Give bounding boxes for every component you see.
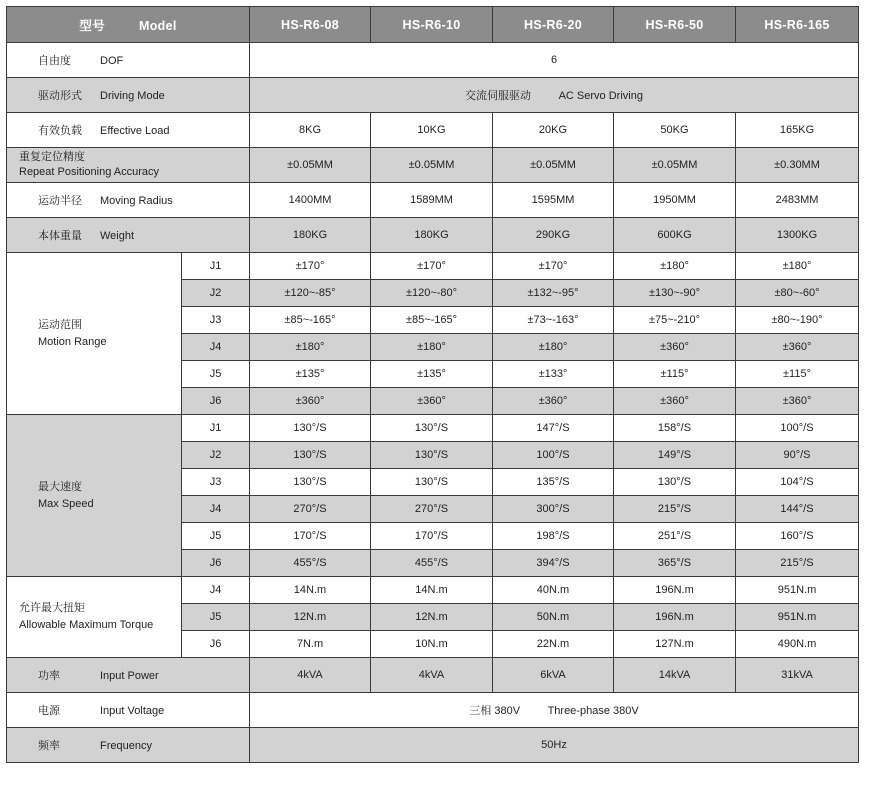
value-cell: 1950MM	[614, 183, 736, 218]
joint-label: J5	[182, 523, 250, 550]
value-cell: 160°/S	[736, 523, 859, 550]
value-cell: ±180°	[493, 334, 614, 361]
group-label	[7, 577, 182, 658]
value-cell: ±75~-210°	[614, 307, 736, 334]
value-cell: ±0.05MM	[371, 148, 493, 183]
joint-row	[7, 577, 859, 604]
value-cell: ±360°	[250, 388, 371, 415]
value-cell: ±180°	[250, 334, 371, 361]
spec-table	[6, 6, 859, 763]
value-cell: ±120~-80°	[371, 280, 493, 307]
value-cell: 10N.m	[371, 631, 493, 658]
value-cell: 22N.m	[493, 631, 614, 658]
row-label-en: Weight	[100, 230, 135, 242]
value-cell: 170°/S	[250, 523, 371, 550]
row-label-cn: 本体重量	[38, 230, 82, 242]
value-cell: 50N.m	[493, 604, 614, 631]
value-cell: ±360°	[493, 388, 614, 415]
model-column-header: HS-R6-08	[250, 7, 371, 43]
value-cell: 290KG	[493, 218, 614, 253]
joint-label: J2	[182, 280, 250, 307]
value-cell: 1400MM	[250, 183, 371, 218]
value-cell: ±85~-165°	[250, 307, 371, 334]
value-cell: 50KG	[614, 113, 736, 148]
row-label-en: Frequency	[100, 740, 152, 752]
row-label-cn: 重复定位精度	[19, 151, 85, 163]
row-label	[7, 113, 250, 148]
value-cell: 40N.m	[493, 577, 614, 604]
value-cell: 180KG	[250, 218, 371, 253]
value-cell: 127N.m	[614, 631, 736, 658]
header-row	[7, 7, 859, 43]
joint-label: J2	[182, 442, 250, 469]
row-label-cn: 自由度	[38, 55, 71, 67]
value-cell: ±170°	[493, 253, 614, 280]
value-cell: 2483MM	[736, 183, 859, 218]
joint-row	[7, 253, 859, 280]
value-cell: 130°/S	[250, 469, 371, 496]
value-cell: ±135°	[371, 361, 493, 388]
row-label	[7, 183, 250, 218]
row-label	[7, 218, 250, 253]
value-cell: ±360°	[736, 388, 859, 415]
value-cell: ±132~-95°	[493, 280, 614, 307]
value-cell: 149°/S	[614, 442, 736, 469]
value-cell: 12N.m	[371, 604, 493, 631]
row-label-en: Input Voltage	[100, 705, 165, 717]
value-cell: 251°/S	[614, 523, 736, 550]
value-cell: ±180°	[736, 253, 859, 280]
motion-range-group	[7, 253, 859, 415]
value-cell: 14kVA	[614, 658, 736, 693]
joint-label: J4	[182, 577, 250, 604]
value-cell: 12N.m	[250, 604, 371, 631]
frequency-row	[7, 728, 859, 763]
value-cell: 4kVA	[371, 658, 493, 693]
value-cell: 1595MM	[493, 183, 614, 218]
value-cell: 4kVA	[250, 658, 371, 693]
value-cell: 130°/S	[371, 415, 493, 442]
value-cell: 7N.m	[250, 631, 371, 658]
group-label-en: Max Speed	[38, 497, 94, 510]
value-cell: ±360°	[371, 388, 493, 415]
value-cell: 10KG	[371, 113, 493, 148]
value-cell: ±80~-60°	[736, 280, 859, 307]
joint-label: J5	[182, 604, 250, 631]
row-label-en: Driving Mode	[100, 90, 165, 102]
repeat-accuracy-row	[7, 148, 859, 183]
model-column-header: HS-R6-20	[493, 7, 614, 43]
value-cell: 270°/S	[250, 496, 371, 523]
joint-label: J5	[182, 361, 250, 388]
model-column-header: HS-R6-165	[736, 7, 859, 43]
value-cell: 144°/S	[736, 496, 859, 523]
value-cell: 8KG	[250, 113, 371, 148]
value-cell: 100°/S	[736, 415, 859, 442]
group-label	[7, 253, 182, 415]
value-cell: 455°/S	[371, 550, 493, 577]
value-cell: 31kVA	[736, 658, 859, 693]
value-cell: 270°/S	[371, 496, 493, 523]
model-header-en: Model	[138, 18, 177, 33]
value-cell: 147°/S	[493, 415, 614, 442]
value-cell: ±120~-85°	[250, 280, 371, 307]
torque-group	[7, 577, 859, 658]
joint-row	[7, 415, 859, 442]
value-cell: 170°/S	[371, 523, 493, 550]
value-cell: 130°/S	[371, 469, 493, 496]
dof-row	[7, 43, 859, 78]
value-cell: ±85~-165°	[371, 307, 493, 334]
value-cell: 130°/S	[250, 442, 371, 469]
joint-label: J1	[182, 253, 250, 280]
joint-label: J3	[182, 469, 250, 496]
value-cell: 951N.m	[736, 604, 859, 631]
value-cell: 14N.m	[371, 577, 493, 604]
row-label-en: Effective Load	[100, 125, 170, 137]
value-cell: ±360°	[736, 334, 859, 361]
value-cell: 158°/S	[614, 415, 736, 442]
value-cell: 130°/S	[371, 442, 493, 469]
value-cell: 215°/S	[614, 496, 736, 523]
value-cell: ±170°	[371, 253, 493, 280]
driving-mode-value	[250, 78, 859, 113]
model-column-header: HS-R6-50	[614, 7, 736, 43]
input-voltage-row	[7, 693, 859, 728]
value-cell: 1300KG	[736, 218, 859, 253]
value-cell: 196N.m	[614, 604, 736, 631]
weight-row	[7, 218, 859, 253]
value-cell: 104°/S	[736, 469, 859, 496]
joint-label: J6	[182, 550, 250, 577]
moving-radius-row	[7, 183, 859, 218]
input-power-row	[7, 658, 859, 693]
value-cell: ±0.05MM	[250, 148, 371, 183]
value-cell: ±360°	[614, 334, 736, 361]
driving-mode-value-en: AC Servo Driving	[558, 90, 643, 102]
row-label-cn: 有效负载	[38, 125, 82, 137]
value-cell: 365°/S	[614, 550, 736, 577]
model-column-header: HS-R6-10	[371, 7, 493, 43]
driving-mode-row	[7, 78, 859, 113]
group-label-cn: 运动范围	[38, 318, 82, 331]
max-speed-group	[7, 415, 859, 577]
dof-value: 6	[250, 43, 859, 78]
input-voltage-value	[250, 693, 859, 728]
value-cell: 300°/S	[493, 496, 614, 523]
joint-label: J4	[182, 334, 250, 361]
joint-label: J6	[182, 631, 250, 658]
value-cell: 180KG	[371, 218, 493, 253]
value-cell: ±360°	[614, 388, 736, 415]
value-cell: 130°/S	[250, 415, 371, 442]
group-label-cn: 允许最大扭矩	[19, 602, 85, 614]
input-voltage-value-en: Three-phase 380V	[547, 705, 639, 717]
effective-load-row	[7, 113, 859, 148]
joint-label: J3	[182, 307, 250, 334]
value-cell: ±0.30MM	[736, 148, 859, 183]
value-cell: 196N.m	[614, 577, 736, 604]
row-label	[7, 78, 250, 113]
value-cell: 455°/S	[250, 550, 371, 577]
group-label	[7, 415, 182, 577]
row-label-en: Repeat Positioning Accuracy	[19, 166, 160, 178]
row-label	[7, 658, 250, 693]
value-cell: 14N.m	[250, 577, 371, 604]
value-cell: ±180°	[371, 334, 493, 361]
value-cell: 135°/S	[493, 469, 614, 496]
group-label-en: Motion Range	[38, 335, 107, 348]
row-label-en: DOF	[100, 55, 124, 67]
value-cell: 951N.m	[736, 577, 859, 604]
value-cell: ±0.05MM	[493, 148, 614, 183]
row-label-en: Input Power	[100, 670, 159, 682]
value-cell: 20KG	[493, 113, 614, 148]
frequency-value: 50Hz	[250, 728, 859, 763]
group-label-cn: 最大速度	[38, 480, 82, 493]
value-cell: 90°/S	[736, 442, 859, 469]
value-cell: 6kVA	[493, 658, 614, 693]
value-cell: ±133°	[493, 361, 614, 388]
driving-mode-value-cn: 交流伺服驱动	[465, 90, 532, 102]
model-header-cn: 型号	[79, 18, 106, 33]
row-label	[7, 728, 250, 763]
value-cell: ±130~-90°	[614, 280, 736, 307]
row-label	[7, 43, 250, 78]
joint-label: J6	[182, 388, 250, 415]
value-cell: ±115°	[736, 361, 859, 388]
value-cell: ±180°	[614, 253, 736, 280]
value-cell: 1589MM	[371, 183, 493, 218]
joint-label: J1	[182, 415, 250, 442]
row-label-cn: 频率	[38, 740, 60, 752]
value-cell: ±80~-190°	[736, 307, 859, 334]
joint-label: J4	[182, 496, 250, 523]
value-cell: 490N.m	[736, 631, 859, 658]
value-cell: ±0.05MM	[614, 148, 736, 183]
value-cell: ±115°	[614, 361, 736, 388]
value-cell: 130°/S	[614, 469, 736, 496]
row-label	[7, 148, 250, 183]
value-cell: ±135°	[250, 361, 371, 388]
row-label-cn: 驱动形式	[38, 90, 82, 102]
row-label-en: Moving Radius	[100, 195, 173, 207]
value-cell: 600KG	[614, 218, 736, 253]
row-label-cn: 电源	[38, 705, 60, 717]
input-voltage-value-cn: 三相 380V	[469, 705, 521, 717]
value-cell: 198°/S	[493, 523, 614, 550]
value-cell: ±170°	[250, 253, 371, 280]
value-cell: 100°/S	[493, 442, 614, 469]
value-cell: 165KG	[736, 113, 859, 148]
group-label-en: Allowable Maximum Torque	[19, 619, 154, 631]
row-label-cn: 功率	[38, 670, 60, 682]
row-label	[7, 693, 250, 728]
value-cell: 215°/S	[736, 550, 859, 577]
model-header	[7, 7, 250, 43]
value-cell: 394°/S	[493, 550, 614, 577]
value-cell: ±73~-163°	[493, 307, 614, 334]
row-label-cn: 运动半径	[38, 195, 82, 207]
